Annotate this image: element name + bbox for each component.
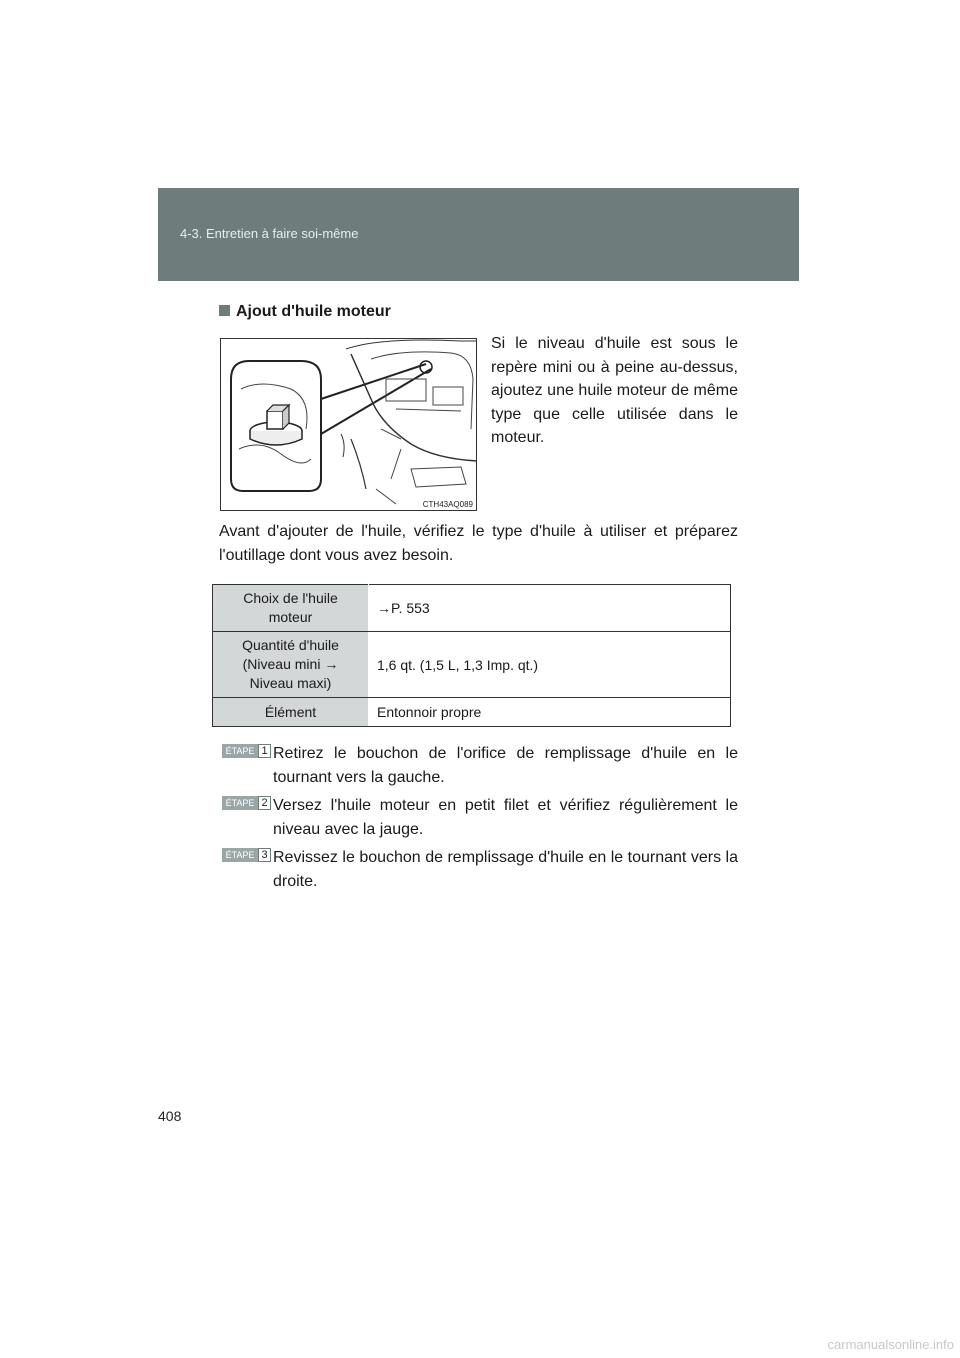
- page-number: 408: [158, 1108, 182, 1124]
- section-breadcrumb: 4-3. Entretien à faire soi-même: [180, 226, 359, 241]
- section-title-text: Ajout d'huile moteur: [236, 303, 391, 320]
- watermark[interactable]: carmanualsonline.info: [827, 1337, 954, 1352]
- step-word: ÉTAPE: [222, 744, 258, 758]
- figure-code: CTH43AQ089: [422, 500, 473, 509]
- table-label-cell: [213, 585, 369, 632]
- engine-illustration: [220, 338, 477, 511]
- step-item: [222, 742, 738, 790]
- step-text: Retirez le bouchon de l'orifice de remplissage d'huile en le tournant vers la gauche.: [273, 745, 738, 786]
- label-line: Élément: [264, 703, 317, 720]
- bullet-square-icon: [219, 305, 230, 316]
- intro-text: Si le niveau d'huile est sous le repère mini ou à peine au-dessus, ajoutez une huile moteur de même type que celle utilisée dans le moteur.: [491, 335, 738, 446]
- label-line: moteur: [268, 609, 313, 625]
- step-item: [222, 794, 738, 842]
- table-value-cell: Entonnoir propre: [369, 698, 731, 727]
- step-word: ÉTAPE: [222, 796, 258, 810]
- label-line: (Niveau mini →: [242, 656, 339, 672]
- label-line: Quantité d'huile: [242, 637, 339, 653]
- step-item: [222, 846, 738, 894]
- preparation-paragraph: Avant d'ajouter de l'huile, vérifiez le type d'huile à utiliser et préparez l'outillage dont vous avez besoin.: [219, 523, 738, 564]
- section-title: [219, 303, 391, 321]
- table-row: [213, 698, 731, 727]
- step-badge: [222, 796, 271, 810]
- engine-oil-cap-drawing: [221, 339, 477, 511]
- table-label-cell: [213, 632, 369, 698]
- steps-list: [222, 742, 738, 898]
- spec-table: [212, 584, 731, 727]
- step-text: Versez l'huile moteur en petit filet et vérifiez régulièrement le niveau avec la jauge.: [273, 797, 738, 838]
- step-number: 2: [258, 796, 271, 810]
- table-value-cell: →P. 553: [369, 585, 731, 632]
- label-line: Choix de l'huile: [243, 590, 338, 606]
- step-badge: [222, 744, 271, 758]
- step-text: Revissez le bouchon de remplissage d'huile en le tournant vers la droite.: [273, 849, 738, 890]
- label-line: Niveau maxi): [249, 675, 332, 691]
- step-word: ÉTAPE: [222, 848, 258, 862]
- table-row: [213, 585, 731, 632]
- table-label-cell: [213, 698, 369, 727]
- step-badge: [222, 848, 271, 862]
- step-number: 1: [258, 744, 271, 758]
- header-band: [158, 188, 799, 281]
- step-number: 3: [258, 848, 271, 862]
- table-value-cell: 1,6 qt. (1,5 L, 1,3 Imp. qt.): [369, 632, 731, 698]
- table-row: [213, 632, 731, 698]
